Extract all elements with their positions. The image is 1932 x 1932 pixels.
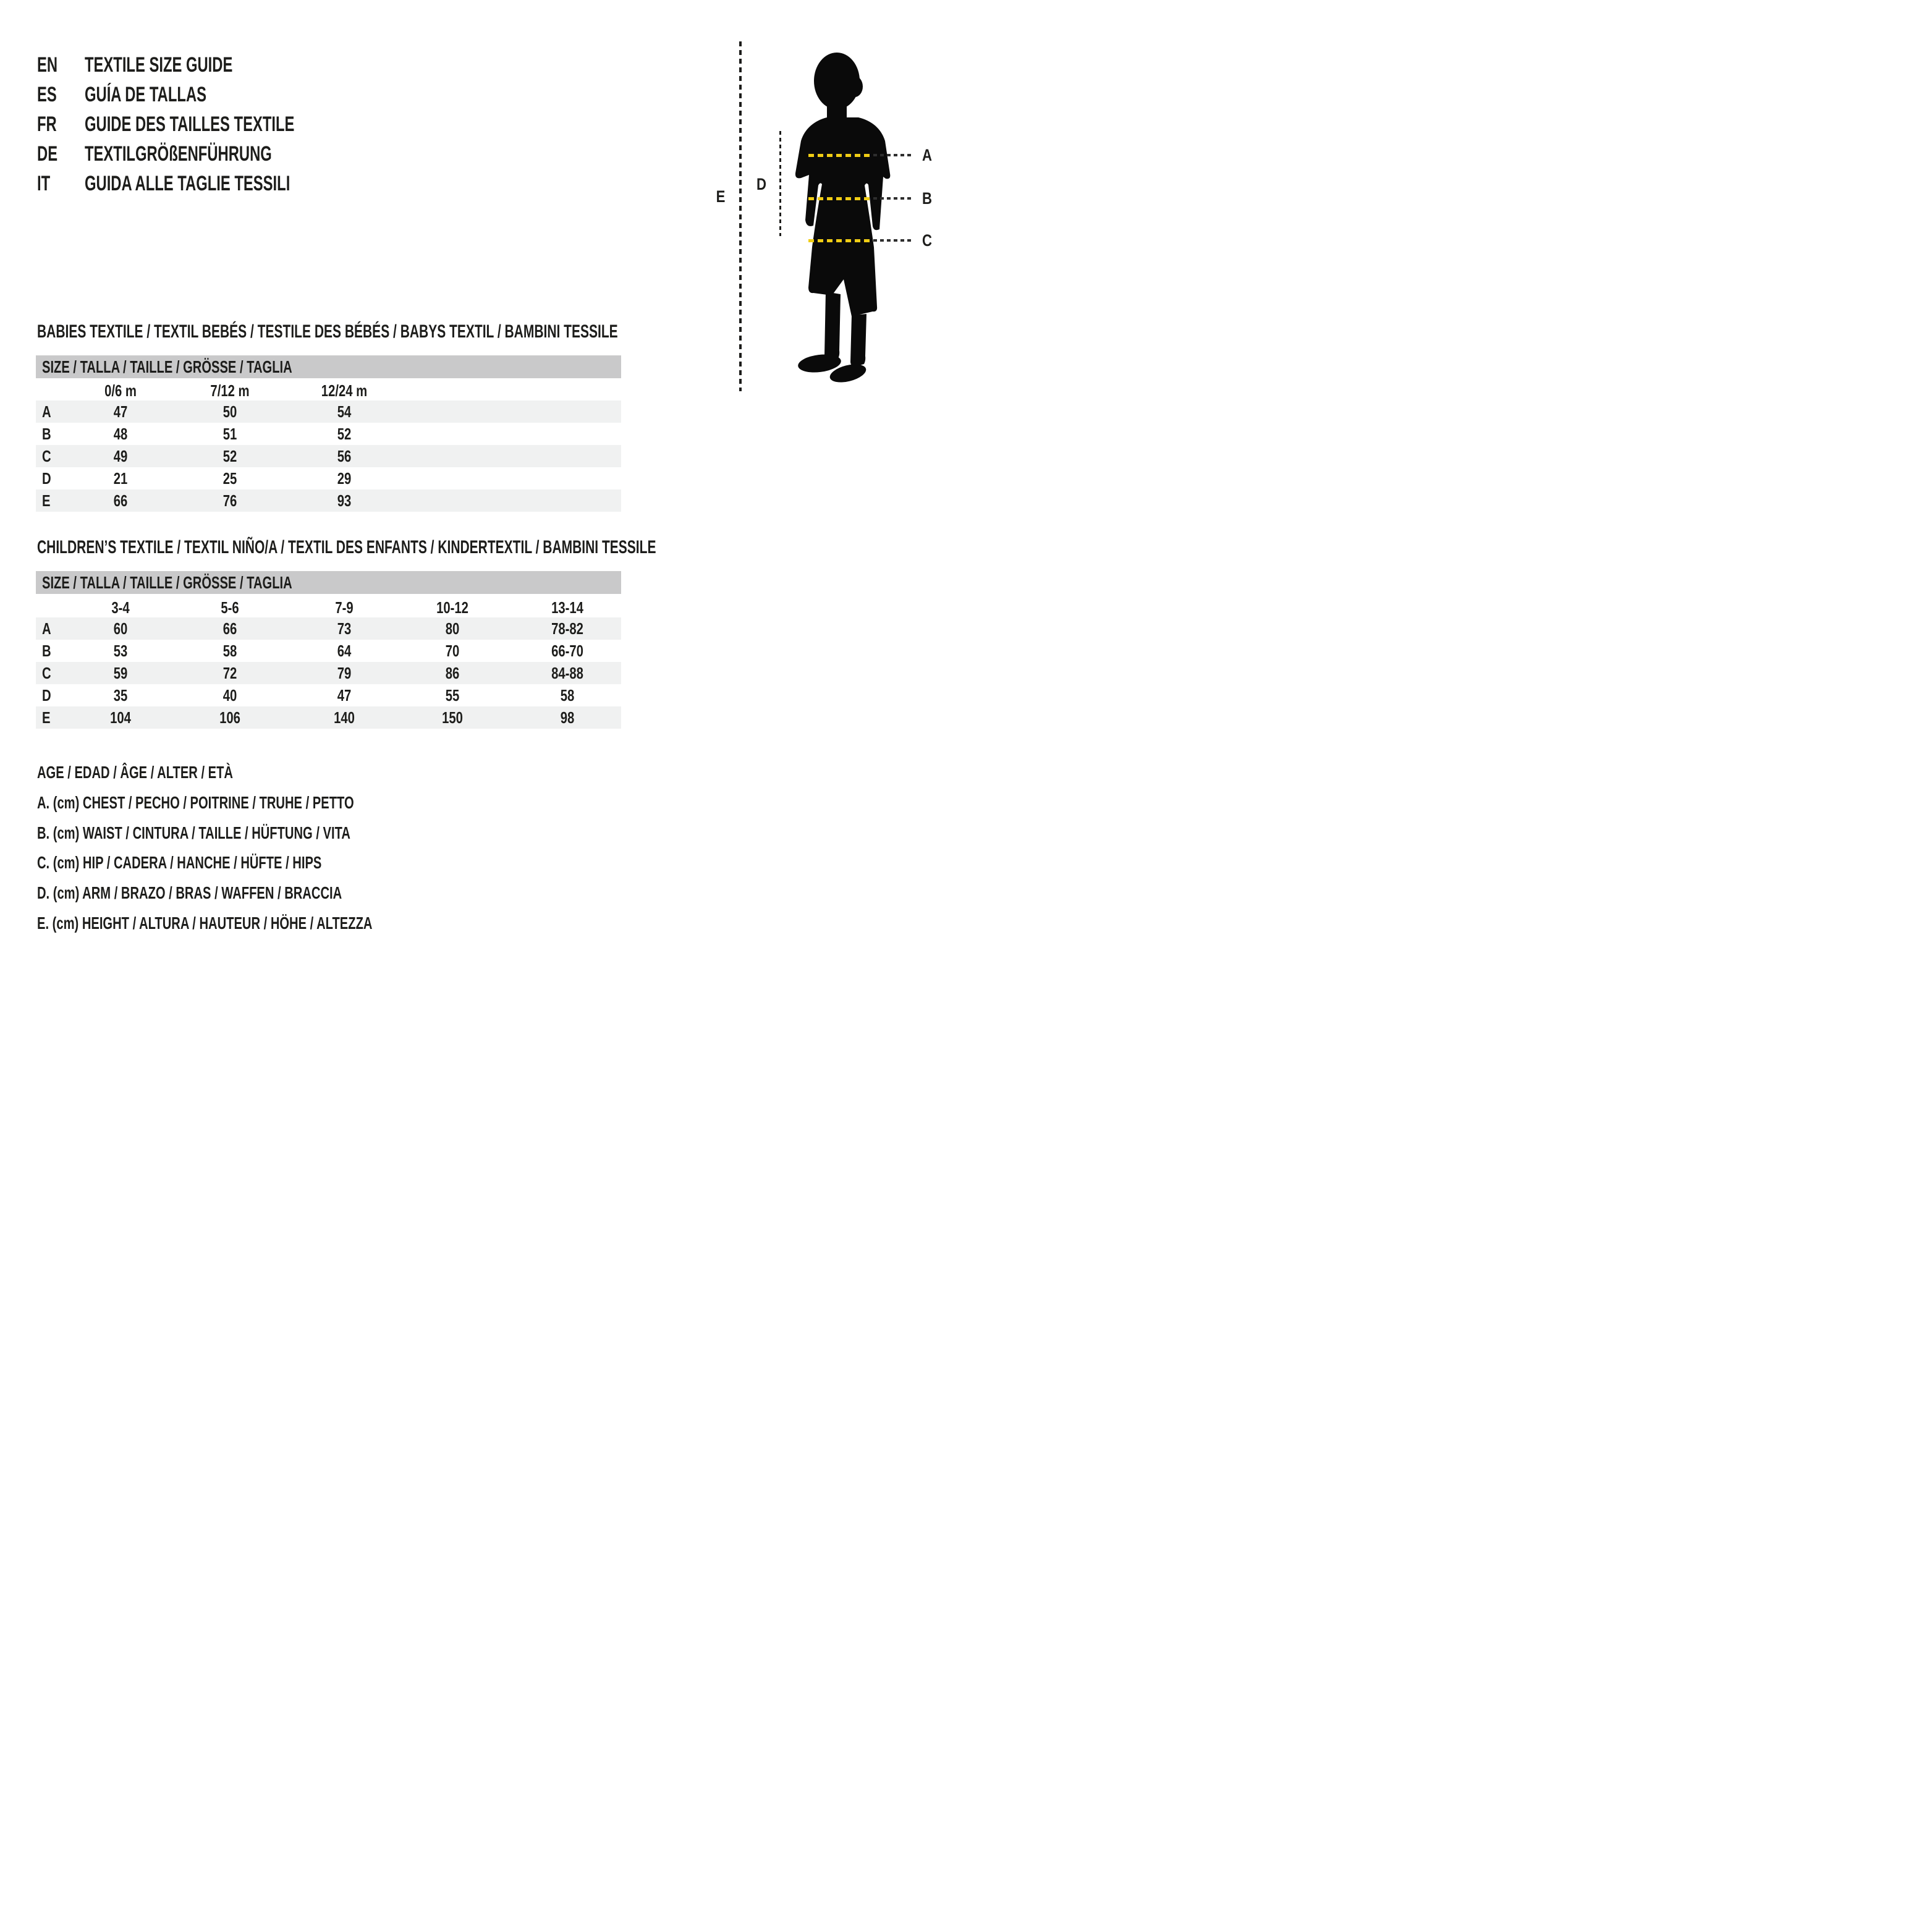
measure-label-b: B <box>922 189 932 208</box>
babies-column-header: 12/24 m <box>321 381 368 400</box>
textile-size-guide-page <box>0 0 966 966</box>
legend-text: B. (cm) WAIST / CINTURA / TAILLE / HÜFTUNG / VITA <box>37 823 350 842</box>
legend-line <box>37 790 477 815</box>
children-column-header: 10-12 <box>436 598 468 617</box>
table-cell: 140 <box>334 708 355 727</box>
row-label: A <box>42 619 51 638</box>
row-label: E <box>42 491 51 510</box>
table-cell: 50 <box>222 402 237 421</box>
children-section-title: CHILDREN’S TEXTILE / TEXTIL NIÑO/A / TEXTIL DES ENFANTS / KINDERTEXTIL / BAMBINI TESSILE <box>37 537 656 557</box>
table-cell: 80 <box>445 619 460 638</box>
measure-label-a: A <box>922 146 932 164</box>
table-cell: 64 <box>337 642 352 660</box>
row-label: D <box>42 686 51 705</box>
babies-size-header-bar: SIZE / TALLA / TAILLE / GRÖSSE / TAGLIA <box>36 355 621 378</box>
children-column-header: 7-9 <box>335 598 354 617</box>
table-cell: 86 <box>445 664 460 682</box>
table-cell: 25 <box>222 469 237 488</box>
legend-line <box>37 760 309 785</box>
table-cell: 52 <box>337 425 352 443</box>
row-label: D <box>42 469 51 488</box>
children-column-header: 3-4 <box>111 598 130 617</box>
language-code: FR <box>37 112 57 136</box>
table-cell: 40 <box>222 686 237 705</box>
legend-text: A. (cm) CHEST / PECHO / POITRINE / TRUHE / PETTO <box>37 792 354 812</box>
language-guide-title: GUÍA DE TALLAS <box>85 83 207 106</box>
children-column-header: 5-6 <box>221 598 239 617</box>
measure-label-d: D <box>756 175 766 193</box>
table-cell: 52 <box>222 447 237 465</box>
children-table-row-d <box>36 684 621 706</box>
table-cell: 58 <box>560 686 575 705</box>
table-cell: 54 <box>337 402 352 421</box>
waist-line-dark <box>873 197 913 200</box>
legend-line <box>37 821 472 845</box>
babies-column-header-row <box>36 380 621 401</box>
table-cell: 59 <box>113 664 128 682</box>
arm-measure-line-d <box>779 131 781 236</box>
babies-table-row-d <box>36 467 621 489</box>
children-column-header-row <box>36 597 621 618</box>
table-cell: 93 <box>337 491 352 510</box>
row-label: A <box>42 402 51 421</box>
waist-line-yellow <box>808 197 872 200</box>
children-table-row-b <box>36 640 621 662</box>
hip-line-yellow <box>808 239 872 242</box>
measure-label-c: C <box>922 231 932 250</box>
children-size-header-bar: SIZE / TALLA / TAILLE / GRÖSSE / TAGLIA <box>36 571 621 594</box>
table-cell: 55 <box>445 686 460 705</box>
table-cell: 35 <box>113 686 128 705</box>
babies-table-row-e <box>36 489 621 512</box>
chest-line-dark <box>873 154 913 156</box>
babies-table-row-a <box>36 400 621 423</box>
legend-line <box>37 881 460 905</box>
language-guide-title: TEXTILE SIZE GUIDE <box>85 53 233 77</box>
row-label: E <box>42 708 51 727</box>
chest-line-yellow <box>808 154 872 157</box>
table-cell: 51 <box>222 425 237 443</box>
table-cell: 48 <box>113 425 128 443</box>
table-cell: 60 <box>113 619 128 638</box>
table-cell: 70 <box>445 642 460 660</box>
children-table-row-a <box>36 617 621 640</box>
table-cell: 72 <box>222 664 237 682</box>
language-code: EN <box>37 53 58 77</box>
table-cell: 47 <box>113 402 128 421</box>
legend-line <box>37 911 502 936</box>
legend-text: E. (cm) HEIGHT / ALTURA / HAUTEUR / HÖHE / ALTEZZA <box>37 913 373 933</box>
legend-text: AGE / EDAD / ÂGE / ALTER / ETÀ <box>37 763 233 782</box>
legend-line <box>37 850 432 875</box>
measure-label-e: E <box>716 187 726 206</box>
children-table-row-c <box>36 662 621 684</box>
row-label: B <box>42 425 51 443</box>
babies-table-row-c <box>36 445 621 467</box>
table-cell: 73 <box>337 619 352 638</box>
language-code: DE <box>37 142 58 166</box>
table-cell: 21 <box>113 469 128 488</box>
table-cell: 66 <box>222 619 237 638</box>
table-cell: 78-82 <box>551 619 583 638</box>
table-cell: 29 <box>337 469 352 488</box>
row-label: C <box>42 447 51 465</box>
babies-table-row-b <box>36 423 621 445</box>
table-cell: 84-88 <box>551 664 583 682</box>
table-cell: 66-70 <box>551 642 583 660</box>
row-label: C <box>42 664 51 682</box>
table-cell: 49 <box>113 447 128 465</box>
table-cell: 47 <box>337 686 352 705</box>
table-cell: 104 <box>110 708 131 727</box>
table-cell: 58 <box>222 642 237 660</box>
language-guide-title: GUIDA ALLE TAGLIE TESSILI <box>85 172 290 195</box>
babies-column-header: 0/6 m <box>104 381 137 400</box>
language-guide-title: TEXTILGRÖßENFÜHRUNG <box>85 142 272 166</box>
children-column-header: 13-14 <box>551 598 583 617</box>
row-label: B <box>42 642 51 660</box>
legend-text: C. (cm) HIP / CADERA / HANCHE / HÜFTE / HIPS <box>37 853 322 873</box>
hip-line-dark <box>873 239 913 242</box>
table-cell: 56 <box>337 447 352 465</box>
table-cell: 98 <box>560 708 575 727</box>
table-cell: 66 <box>113 491 128 510</box>
table-cell: 76 <box>222 491 237 510</box>
table-cell: 79 <box>337 664 352 682</box>
table-cell: 53 <box>113 642 128 660</box>
table-cell: 150 <box>442 708 463 727</box>
language-code: IT <box>37 172 51 195</box>
language-guide-title: GUIDE DES TAILLES TEXTILE <box>85 112 295 136</box>
legend-text: D. (cm) ARM / BRAZO / BRAS / WAFFEN / BRACCIA <box>37 883 342 903</box>
babies-section-title: BABIES TEXTILE / TEXTIL BEBÉS / TESTILE DES BÉBÉS / BABYS TEXTIL / BAMBINI TESSILE <box>37 321 618 342</box>
babies-column-header: 7/12 m <box>210 381 250 400</box>
table-cell: 106 <box>219 708 240 727</box>
language-code: ES <box>37 83 57 106</box>
children-table-row-e <box>36 706 621 729</box>
